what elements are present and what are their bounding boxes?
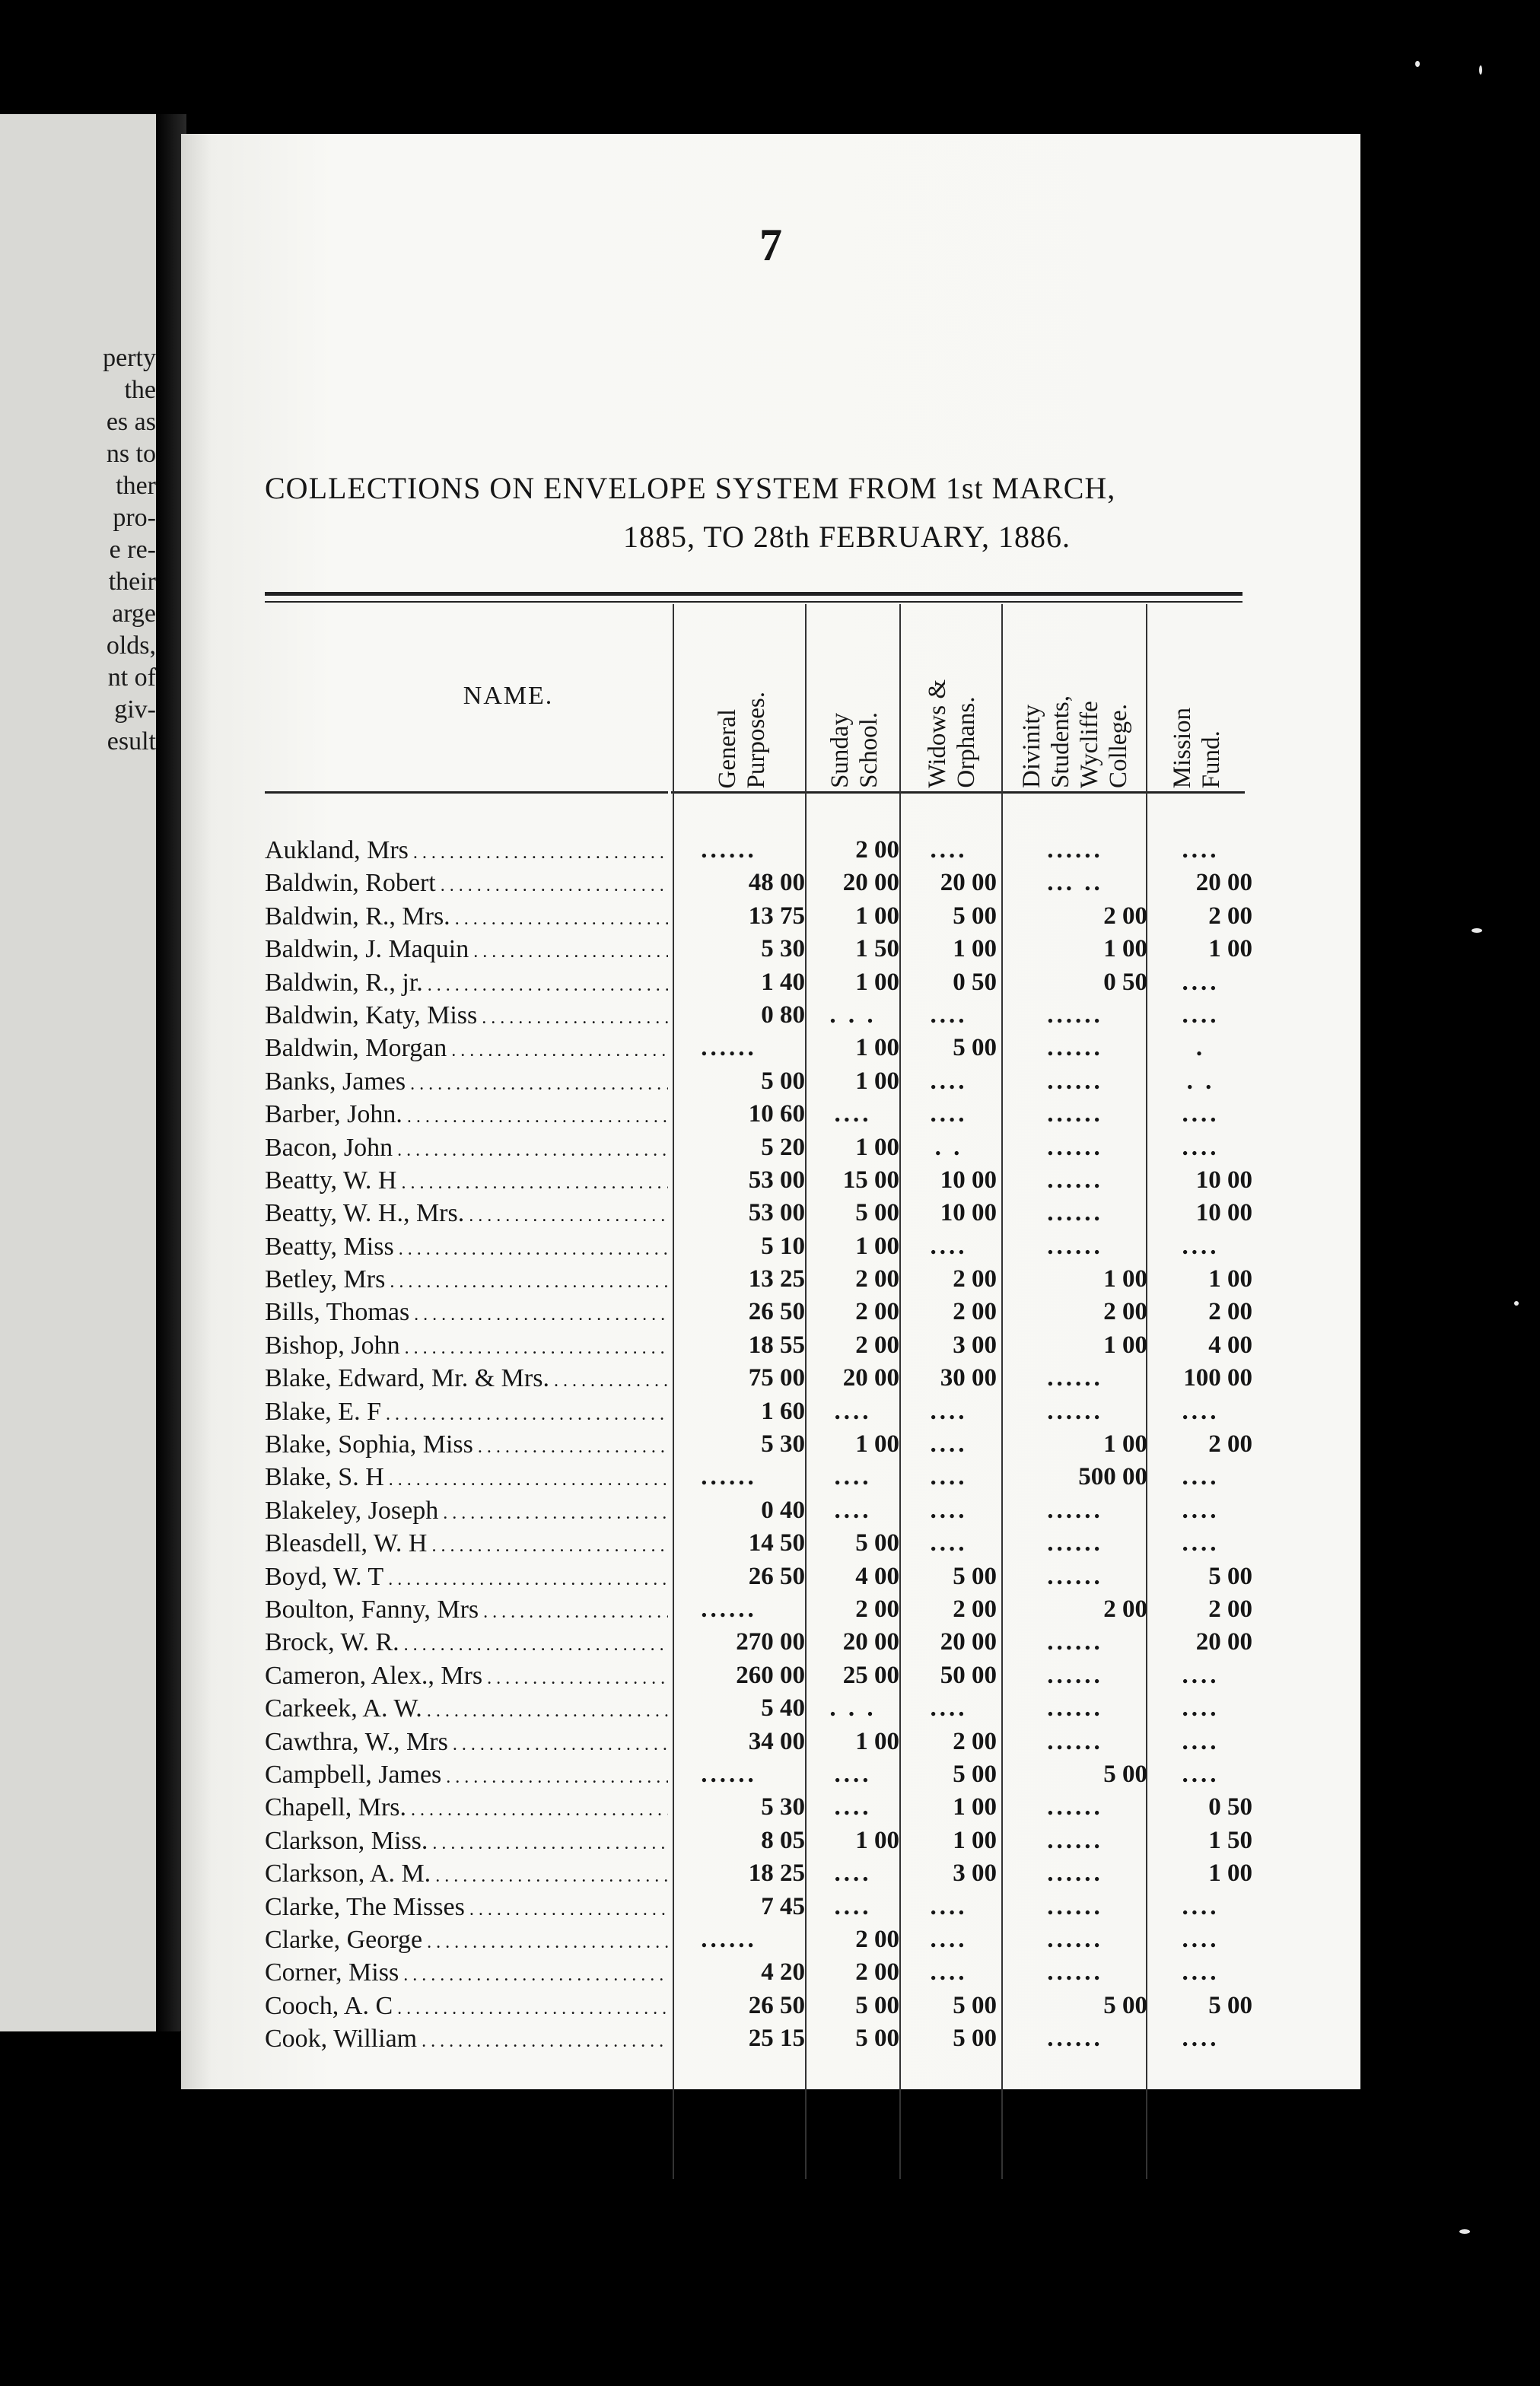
facing-page-fragment: esult bbox=[107, 727, 156, 756]
facing-page-fragment: es as bbox=[106, 408, 156, 436]
mission-amount: .... bbox=[1182, 1760, 1220, 1788]
widows-amount: . . bbox=[934, 1133, 963, 1161]
table-row bbox=[265, 1527, 1254, 1560]
facing-page-fragment: nt of bbox=[107, 663, 156, 692]
mission-amount: .... bbox=[1182, 1958, 1220, 1987]
table-row bbox=[265, 1891, 1254, 1923]
sunday-amount: .... bbox=[834, 1859, 872, 1888]
table-row bbox=[265, 1362, 1254, 1395]
divinity-amount: ...... bbox=[1047, 1529, 1103, 1557]
widows-amount: .... bbox=[930, 1694, 968, 1723]
contributor-name: Baldwin, R., jr. . . . bbox=[265, 966, 668, 1002]
contributor-name: Blake, Edward, Mr. & Mrs. . . . bbox=[265, 1362, 668, 1398]
sunday-amount: 2 00 bbox=[855, 1265, 899, 1293]
table-row bbox=[265, 1098, 1254, 1131]
contributor-name: Blakeley, Joseph . . . bbox=[265, 1494, 668, 1530]
contributor-name: Cameron, Alex., Mrs . . . bbox=[265, 1659, 668, 1695]
mission-amount: 0 50 bbox=[1208, 1793, 1252, 1821]
general-amount: 7 45 bbox=[761, 1892, 805, 1920]
mission-amount: . . bbox=[1186, 1067, 1215, 1095]
contributor-name: Baldwin, R., Mrs. . . . bbox=[265, 900, 668, 936]
contributor-name: Baldwin, J. Maquin . . . bbox=[265, 933, 668, 969]
mission-amount: 20 00 bbox=[1195, 869, 1252, 897]
general-amount: 1 40 bbox=[761, 968, 805, 996]
sunday-amount: 2 00 bbox=[855, 1925, 899, 1953]
general-amount: 14 50 bbox=[748, 1529, 805, 1557]
facing-page-fragment: arge bbox=[112, 600, 156, 628]
sunday-amount: 5 00 bbox=[855, 2025, 899, 2053]
mission-amount: 10 00 bbox=[1195, 1166, 1252, 1194]
widows-amount: .... bbox=[930, 1925, 968, 1953]
general-amount: 53 00 bbox=[748, 1166, 805, 1194]
divinity-amount: ...... bbox=[1047, 1958, 1103, 1987]
contributor-name: Campbell, James . . . bbox=[265, 1758, 668, 1794]
mission-amount: 1 00 bbox=[1208, 1859, 1252, 1888]
table-row bbox=[265, 1956, 1254, 1989]
facing-page-fragment: e re- bbox=[109, 536, 156, 564]
mission-amount: 5 00 bbox=[1208, 1991, 1252, 2019]
contributor-name: Clarke, George . . . bbox=[265, 1923, 668, 1959]
general-amount: 4 20 bbox=[761, 1958, 805, 1987]
widows-amount: .... bbox=[930, 1067, 968, 1095]
sunday-amount: 2 00 bbox=[855, 1595, 899, 1623]
table-row bbox=[265, 1593, 1254, 1626]
widows-amount: 0 50 bbox=[953, 968, 997, 996]
table-row bbox=[265, 1395, 1254, 1428]
sunday-amount: . . . bbox=[829, 1694, 877, 1723]
scan-speck bbox=[1472, 928, 1482, 933]
sunday-amount: 25 00 bbox=[842, 1661, 899, 1689]
widows-amount: .... bbox=[930, 1463, 968, 1491]
divinity-amount: 2 00 bbox=[1103, 1595, 1147, 1623]
table-row bbox=[265, 1230, 1254, 1263]
mission-amount: .... bbox=[1182, 1232, 1220, 1260]
table-row bbox=[265, 834, 1254, 867]
sunday-amount: 4 00 bbox=[855, 1562, 899, 1590]
divinity-amount: ...... bbox=[1047, 836, 1103, 864]
column-header-widows: Widows & Orphans. bbox=[924, 679, 980, 788]
contributor-name: Cook, William . . . bbox=[265, 2022, 668, 2058]
table-row bbox=[265, 1494, 1254, 1527]
mission-amount: .... bbox=[1182, 1001, 1220, 1029]
sunday-amount: 5 00 bbox=[855, 1991, 899, 2019]
widows-amount: 50 00 bbox=[940, 1661, 997, 1689]
mission-amount: .... bbox=[1182, 968, 1220, 996]
mission-amount: .... bbox=[1182, 1892, 1220, 1920]
facing-page-fragment: perty bbox=[103, 344, 156, 372]
sunday-amount: 1 00 bbox=[855, 1133, 899, 1161]
contributor-name: Bishop, John . . . bbox=[265, 1329, 668, 1365]
mission-amount: 2 00 bbox=[1208, 902, 1252, 930]
widows-amount: 10 00 bbox=[940, 1166, 997, 1194]
widows-amount: .... bbox=[930, 1232, 968, 1260]
sunday-amount: 20 00 bbox=[842, 1364, 899, 1392]
mission-amount: .... bbox=[1182, 1925, 1220, 1953]
sunday-amount: 1 50 bbox=[855, 935, 899, 963]
mission-amount: .... bbox=[1182, 1100, 1220, 1128]
table-row bbox=[265, 1296, 1254, 1328]
widows-amount: 1 00 bbox=[953, 1826, 997, 1854]
document-page bbox=[181, 134, 1360, 2089]
general-amount: 25 15 bbox=[748, 2025, 805, 2053]
facing-page-fragment: pro- bbox=[113, 504, 156, 532]
facing-page-fragment: olds, bbox=[106, 631, 156, 660]
divinity-amount: 5 00 bbox=[1103, 1991, 1147, 2019]
widows-amount: 2 00 bbox=[953, 1298, 997, 1326]
sunday-amount: .... bbox=[834, 1100, 872, 1128]
general-amount: 8 05 bbox=[761, 1826, 805, 1854]
divinity-amount: ...... bbox=[1047, 2025, 1103, 2053]
title-line-2: 1885, TO 28th FEBRUARY, 1886. bbox=[622, 520, 1071, 554]
general-amount: 0 40 bbox=[761, 1496, 805, 1524]
table-row bbox=[265, 999, 1254, 1032]
general-amount: 5 20 bbox=[761, 1133, 805, 1161]
sunday-amount: 20 00 bbox=[842, 869, 899, 897]
mission-amount: . bbox=[1195, 1034, 1206, 1062]
divinity-amount: ...... bbox=[1047, 1826, 1103, 1854]
divinity-amount: 2 00 bbox=[1103, 902, 1147, 930]
table-row bbox=[265, 1032, 1254, 1064]
mission-amount: .... bbox=[1182, 1397, 1220, 1425]
divinity-amount: ...... bbox=[1047, 1364, 1103, 1392]
divinity-amount: ...... bbox=[1047, 1925, 1103, 1953]
mission-amount: .... bbox=[1182, 836, 1220, 864]
sunday-amount: 1 00 bbox=[855, 1826, 899, 1854]
table-row bbox=[265, 933, 1254, 966]
contributor-name: Cooch, A. C . . . bbox=[265, 1990, 668, 2025]
mission-amount: 5 00 bbox=[1208, 1562, 1252, 1590]
widows-amount: 2 00 bbox=[953, 1595, 997, 1623]
mission-amount: 10 00 bbox=[1195, 1199, 1252, 1227]
general-amount: 34 00 bbox=[748, 1727, 805, 1755]
divinity-amount: ...... bbox=[1047, 1001, 1103, 1029]
widows-amount: 5 00 bbox=[953, 1562, 997, 1590]
sunday-amount: 2 00 bbox=[855, 1298, 899, 1326]
column-header-name: NAME. bbox=[463, 682, 554, 710]
widows-amount: 3 00 bbox=[953, 1331, 997, 1359]
divinity-amount: ...... bbox=[1047, 1067, 1103, 1095]
mission-amount: 1 50 bbox=[1208, 1826, 1252, 1854]
general-amount: 48 00 bbox=[748, 869, 805, 897]
divinity-amount: 2 00 bbox=[1103, 1298, 1147, 1326]
scan-speck bbox=[1459, 2229, 1470, 2234]
contributor-name: Corner, Miss . . . bbox=[265, 1956, 668, 1992]
table-row bbox=[265, 1065, 1254, 1098]
mission-amount: .... bbox=[1182, 1529, 1220, 1557]
mission-amount: 2 00 bbox=[1208, 1298, 1252, 1326]
sunday-amount: 1 00 bbox=[855, 1067, 899, 1095]
general-amount: 26 50 bbox=[748, 1298, 805, 1326]
scan-speck bbox=[1415, 61, 1420, 67]
mission-amount: .... bbox=[1182, 1694, 1220, 1723]
contributor-name: Baldwin, Morgan . . . bbox=[265, 1032, 668, 1067]
facing-page-fragment: ther bbox=[116, 472, 156, 500]
general-amount: 270 00 bbox=[736, 1628, 805, 1656]
contributor-name: Clarkson, Miss. . . . bbox=[265, 1824, 668, 1860]
sunday-amount: 1 00 bbox=[855, 1034, 899, 1062]
divinity-amount: ...... bbox=[1047, 1034, 1103, 1062]
divinity-amount: ...... bbox=[1047, 1397, 1103, 1425]
widows-amount: 20 00 bbox=[940, 869, 997, 897]
sunday-amount: 1 00 bbox=[855, 902, 899, 930]
general-amount: 75 00 bbox=[748, 1364, 805, 1392]
widows-amount: 5 00 bbox=[953, 1760, 997, 1788]
sunday-amount: 2 00 bbox=[855, 1331, 899, 1359]
general-amount: 18 55 bbox=[748, 1331, 805, 1359]
mission-amount: .... bbox=[1182, 1727, 1220, 1755]
mission-amount: 20 00 bbox=[1195, 1628, 1252, 1656]
table-row bbox=[265, 2022, 1254, 2055]
contributor-name: Boyd, W. T . . . bbox=[265, 1560, 668, 1596]
divinity-amount: 5 00 bbox=[1103, 1760, 1147, 1788]
contributor-name: Chapell, Mrs. . . . bbox=[265, 1791, 668, 1827]
contributor-name: Brock, W. R. . . . bbox=[265, 1626, 668, 1662]
table-row bbox=[265, 1659, 1254, 1692]
table-top-rule-thin bbox=[265, 601, 1242, 603]
contributor-name: Cawthra, W., Mrs . . . bbox=[265, 1726, 668, 1761]
divinity-amount: ...... bbox=[1047, 1496, 1103, 1524]
facing-page-fragment: giv- bbox=[114, 695, 156, 724]
general-amount: 10 60 bbox=[748, 1100, 805, 1128]
table-row bbox=[265, 1560, 1254, 1593]
contributor-name: Beatty, W. H., Mrs. . . . bbox=[265, 1197, 668, 1233]
divinity-amount: ...... bbox=[1047, 1661, 1103, 1689]
sunday-amount: 1 00 bbox=[855, 968, 899, 996]
general-amount: 5 10 bbox=[761, 1232, 805, 1260]
divinity-amount: 500 00 bbox=[1078, 1463, 1147, 1491]
divinity-amount: 1 00 bbox=[1103, 935, 1147, 963]
header-bottom-rule bbox=[265, 791, 668, 794]
contributor-name: Clarke, The Misses . . . bbox=[265, 1891, 668, 1926]
facing-page bbox=[0, 114, 156, 2031]
facing-page-fragment: the bbox=[124, 376, 156, 404]
widows-amount: .... bbox=[930, 1529, 968, 1557]
sunday-amount: 2 00 bbox=[855, 1958, 899, 1987]
general-amount: 5 00 bbox=[761, 1067, 805, 1095]
divinity-amount: ...... bbox=[1047, 1694, 1103, 1723]
mission-amount: 2 00 bbox=[1208, 1430, 1252, 1459]
widows-amount: 30 00 bbox=[940, 1364, 997, 1392]
table-row bbox=[265, 1990, 1254, 2022]
sunday-amount: .... bbox=[834, 1760, 872, 1788]
divinity-amount: ...... bbox=[1047, 1133, 1103, 1161]
general-amount: 0 80 bbox=[761, 1001, 805, 1029]
header-bottom-rule-columns bbox=[671, 791, 1245, 794]
general-amount: 18 25 bbox=[748, 1859, 805, 1888]
sunday-amount: .... bbox=[834, 1463, 872, 1491]
general-amount: 5 30 bbox=[761, 935, 805, 963]
widows-amount: 5 00 bbox=[953, 1034, 997, 1062]
divinity-amount: ...... bbox=[1047, 1628, 1103, 1656]
widows-amount: 20 00 bbox=[940, 1628, 997, 1656]
contributor-name: Banks, James . . . bbox=[265, 1065, 668, 1101]
sunday-amount: 5 00 bbox=[855, 1199, 899, 1227]
scan-speck bbox=[1479, 65, 1482, 75]
widows-amount: .... bbox=[930, 1100, 968, 1128]
mission-amount: 4 00 bbox=[1208, 1331, 1252, 1359]
table-row bbox=[265, 1329, 1254, 1362]
table-row bbox=[265, 1626, 1254, 1659]
widows-amount: 1 00 bbox=[953, 935, 997, 963]
divinity-amount: ...... bbox=[1047, 1892, 1103, 1920]
widows-amount: 5 00 bbox=[953, 902, 997, 930]
contributor-name: Clarkson, A. M. . . . bbox=[265, 1857, 668, 1893]
general-amount: 260 00 bbox=[736, 1661, 805, 1689]
general-amount: 26 50 bbox=[748, 1991, 805, 2019]
table-row bbox=[265, 966, 1254, 999]
contributor-name: Blake, S. H . . . bbox=[265, 1461, 668, 1497]
divinity-amount: ...... bbox=[1047, 1199, 1103, 1227]
general-amount: 5 30 bbox=[761, 1430, 805, 1459]
sunday-amount: 5 00 bbox=[855, 1529, 899, 1557]
widows-amount: .... bbox=[930, 1958, 968, 1987]
contributor-name: Carkeek, A. W. . . . bbox=[265, 1692, 668, 1728]
divinity-amount: 1 00 bbox=[1103, 1265, 1147, 1293]
contributor-name: Baldwin, Katy, Miss . . . bbox=[265, 999, 668, 1035]
mission-amount: .... bbox=[1182, 1661, 1220, 1689]
general-amount: ...... bbox=[701, 1760, 757, 1788]
general-amount: 5 30 bbox=[761, 1793, 805, 1821]
widows-amount: 2 00 bbox=[953, 1265, 997, 1293]
divinity-amount: ...... bbox=[1047, 1727, 1103, 1755]
sunday-amount: .... bbox=[834, 1496, 872, 1524]
divinity-amount: ...... bbox=[1047, 1100, 1103, 1128]
general-amount: 13 25 bbox=[748, 1265, 805, 1293]
widows-amount: 2 00 bbox=[953, 1727, 997, 1755]
mission-amount: 2 00 bbox=[1208, 1595, 1252, 1623]
contributor-name: Bleasdell, W. H . . . bbox=[265, 1527, 668, 1563]
widows-amount: .... bbox=[930, 836, 968, 864]
table-row bbox=[265, 1197, 1254, 1230]
table-row bbox=[265, 1428, 1254, 1461]
general-amount: ...... bbox=[701, 1034, 757, 1062]
sunday-amount: 2 00 bbox=[855, 836, 899, 864]
table-row bbox=[265, 1726, 1254, 1758]
widows-amount: 5 00 bbox=[953, 2025, 997, 2053]
sunday-amount: 1 00 bbox=[855, 1727, 899, 1755]
title-line-1: COLLECTIONS ON ENVELOPE SYSTEM FROM 1st MARCH, bbox=[265, 471, 1116, 505]
table-top-rule bbox=[265, 592, 1242, 596]
widows-amount: 3 00 bbox=[953, 1859, 997, 1888]
table-row bbox=[265, 1758, 1254, 1791]
column-header-general: General Purposes. bbox=[714, 691, 770, 788]
table-row bbox=[265, 1263, 1254, 1296]
table-row bbox=[265, 1131, 1254, 1164]
sunday-amount: 1 00 bbox=[855, 1430, 899, 1459]
table-row bbox=[265, 1857, 1254, 1890]
mission-amount: .... bbox=[1182, 1133, 1220, 1161]
widows-amount: 10 00 bbox=[940, 1199, 997, 1227]
page-number: 7 bbox=[759, 220, 782, 270]
table-row bbox=[265, 900, 1254, 933]
contributor-name: Aukland, Mrs . . . bbox=[265, 834, 668, 870]
general-amount: 53 00 bbox=[748, 1199, 805, 1227]
table-row bbox=[265, 1692, 1254, 1725]
table-row bbox=[265, 867, 1254, 899]
sunday-amount: .... bbox=[834, 1793, 872, 1821]
divinity-amount: 0 50 bbox=[1103, 968, 1147, 996]
sunday-amount: 15 00 bbox=[842, 1166, 899, 1194]
contributor-name: Boulton, Fanny, Mrs . . . bbox=[265, 1593, 668, 1629]
divinity-amount: ...... bbox=[1047, 1232, 1103, 1260]
divinity-amount: ...... bbox=[1047, 1562, 1103, 1590]
facing-page-fragment: ns to bbox=[106, 440, 156, 468]
contributor-name: Beatty, Miss . . . bbox=[265, 1230, 668, 1266]
general-amount: 5 40 bbox=[761, 1694, 805, 1723]
widows-amount: .... bbox=[930, 1430, 968, 1459]
mission-amount: 1 00 bbox=[1208, 1265, 1252, 1293]
column-header-divinity: Divinity Students, Wycliffe College. bbox=[1018, 695, 1132, 788]
contributor-name: Bills, Thomas . . . bbox=[265, 1296, 668, 1331]
general-amount: ...... bbox=[701, 1925, 757, 1953]
table-row bbox=[265, 1461, 1254, 1494]
divinity-amount: ...... bbox=[1047, 1859, 1103, 1888]
contributor-name: Baldwin, Robert . . . bbox=[265, 867, 668, 902]
widows-amount: .... bbox=[930, 1001, 968, 1029]
sunday-amount: .... bbox=[834, 1397, 872, 1425]
divinity-amount: 1 00 bbox=[1103, 1430, 1147, 1459]
general-amount: ...... bbox=[701, 836, 757, 864]
column-header-mission: Mission Fund. bbox=[1169, 707, 1225, 788]
contributor-name: Bacon, John . . . bbox=[265, 1131, 668, 1167]
mission-amount: 1 00 bbox=[1208, 935, 1252, 963]
widows-amount: .... bbox=[930, 1397, 968, 1425]
table-body bbox=[265, 834, 1254, 2055]
divinity-amount: ... .. bbox=[1047, 869, 1103, 897]
sunday-amount: .... bbox=[834, 1892, 872, 1920]
contributor-name: Blake, Sophia, Miss . . . bbox=[265, 1428, 668, 1464]
contributor-name: Barber, John. . . . bbox=[265, 1098, 668, 1134]
facing-page-text bbox=[4, 342, 156, 758]
contributor-name: Blake, E. F . . . bbox=[265, 1395, 668, 1431]
divinity-amount: 1 00 bbox=[1103, 1331, 1147, 1359]
divinity-amount: ...... bbox=[1047, 1793, 1103, 1821]
widows-amount: 5 00 bbox=[953, 1991, 997, 2019]
mission-amount: 100 00 bbox=[1183, 1364, 1252, 1392]
table-row bbox=[265, 1791, 1254, 1824]
table-row bbox=[265, 1923, 1254, 1956]
mission-amount: .... bbox=[1182, 2025, 1220, 2053]
general-amount: ...... bbox=[701, 1463, 757, 1491]
widows-amount: 1 00 bbox=[953, 1793, 997, 1821]
column-header-sunday: Sunday School. bbox=[826, 712, 883, 788]
contributor-name: Beatty, W. H . . . bbox=[265, 1164, 668, 1200]
sunday-amount: . . . bbox=[829, 1001, 877, 1029]
general-amount: 13 75 bbox=[748, 902, 805, 930]
contributor-name: Betley, Mrs . . . bbox=[265, 1263, 668, 1299]
sunday-amount: 1 00 bbox=[855, 1232, 899, 1260]
mission-amount: .... bbox=[1182, 1463, 1220, 1491]
general-amount: 1 60 bbox=[761, 1397, 805, 1425]
sunday-amount: 20 00 bbox=[842, 1628, 899, 1656]
scan-speck bbox=[1514, 1301, 1519, 1306]
table-row bbox=[265, 1824, 1254, 1857]
widows-amount: .... bbox=[930, 1892, 968, 1920]
widows-amount: .... bbox=[930, 1496, 968, 1524]
mission-amount: .... bbox=[1182, 1496, 1220, 1524]
facing-page-fragment: their bbox=[108, 568, 156, 596]
divinity-amount: ...... bbox=[1047, 1166, 1103, 1194]
table-row bbox=[265, 1164, 1254, 1197]
general-amount: 26 50 bbox=[748, 1562, 805, 1590]
general-amount: ...... bbox=[701, 1595, 757, 1623]
